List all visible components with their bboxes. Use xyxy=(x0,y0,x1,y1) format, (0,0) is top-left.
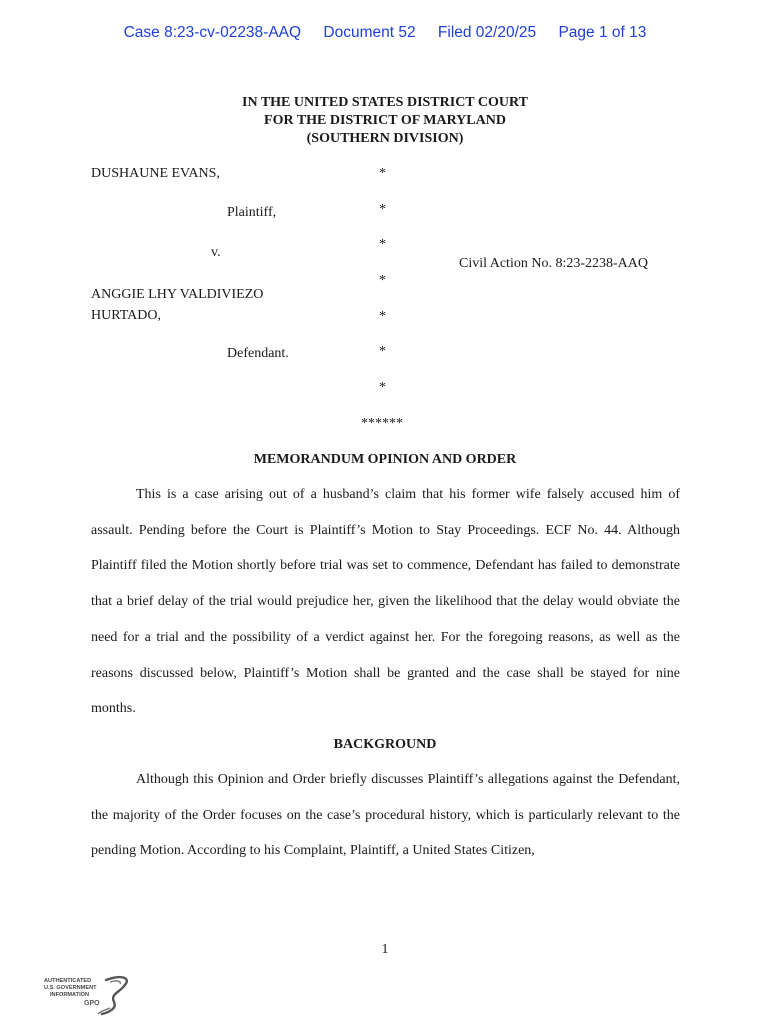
document-number: Document 52 xyxy=(323,24,416,41)
caption-star: * xyxy=(379,237,386,252)
caption-star: * xyxy=(379,344,386,359)
gpo-eagle-icon xyxy=(40,972,140,1018)
page-number: 1 xyxy=(381,942,389,957)
caption-separator: ****** xyxy=(361,416,403,431)
page-indicator: Page 1 of 13 xyxy=(558,24,647,41)
document-title: MEMORANDUM OPINION AND ORDER xyxy=(253,452,517,467)
civil-action-number: Civil Action No. 8:23-2238-AAQ xyxy=(459,256,648,271)
seal-text-line-3: INFORMATION xyxy=(50,992,90,998)
plaintiff-name: DUSHAUNE EVANS, xyxy=(91,166,220,181)
seal-text-line-1: AUTHENTICATED xyxy=(44,978,92,984)
filing-header xyxy=(0,24,770,42)
court-title xyxy=(0,94,770,148)
intro-paragraph: This is a case arising out of a husband’s claim that his former wife falsely accused him of assault. Pending before the Court is Plaintiff’s Motion to Stay Proceedings. ECF No. 44. Although Plaintiff filed the Motion shortly before trial was set to commence, Defendant has failed to demonstrate that a brief delay of the trial would prejudice her, given the likelihood that the delay would obviate the need for a trial and the possibility of a verdict against her. For the foregoing reasons, as well as the reasons discussed below, Plaintiff’s Motion shall be granted and the case shall be stayed for nine months. xyxy=(91,487,680,717)
background-heading: BACKGROUND xyxy=(333,737,437,752)
defendant-role: Defendant. xyxy=(227,346,289,361)
defendant-name-line-2: HURTADO, xyxy=(91,308,161,323)
filed-date: Filed 02/20/25 xyxy=(437,24,537,41)
court-title-line-3: (SOUTHERN DIVISION) xyxy=(306,131,464,146)
court-title-line-2: FOR THE DISTRICT OF MARYLAND xyxy=(264,113,506,128)
caption-star: * xyxy=(379,166,386,181)
plaintiff-role: Plaintiff, xyxy=(227,205,277,220)
background-paragraph: Although this Opinion and Order briefly discusses Plaintiff’s allegations against the Defendant, the majority of the Order focuses on the case’s procedural history, which is particularly relevant to the pending Motion. According to his Complaint, Plaintiff, a United States Citizen, xyxy=(91,772,680,859)
defendant-name-line-1: ANGGIE LHY VALDIVIEZO xyxy=(91,287,264,302)
case-number: Case 8:23-cv-02238-AAQ xyxy=(123,24,302,41)
court-title-line-1: IN THE UNITED STATES DISTRICT COURT xyxy=(242,95,528,110)
seal-text-mark: GPO xyxy=(84,1000,100,1007)
seal-text-line-2: U.S. GOVERNMENT xyxy=(44,985,97,991)
gpo-authentication-seal xyxy=(40,972,140,1018)
caption-star: * xyxy=(379,273,386,288)
caption-star: * xyxy=(379,202,386,217)
caption-star: * xyxy=(379,309,386,324)
caption-star: * xyxy=(379,380,386,395)
versus-label: v. xyxy=(211,245,221,260)
